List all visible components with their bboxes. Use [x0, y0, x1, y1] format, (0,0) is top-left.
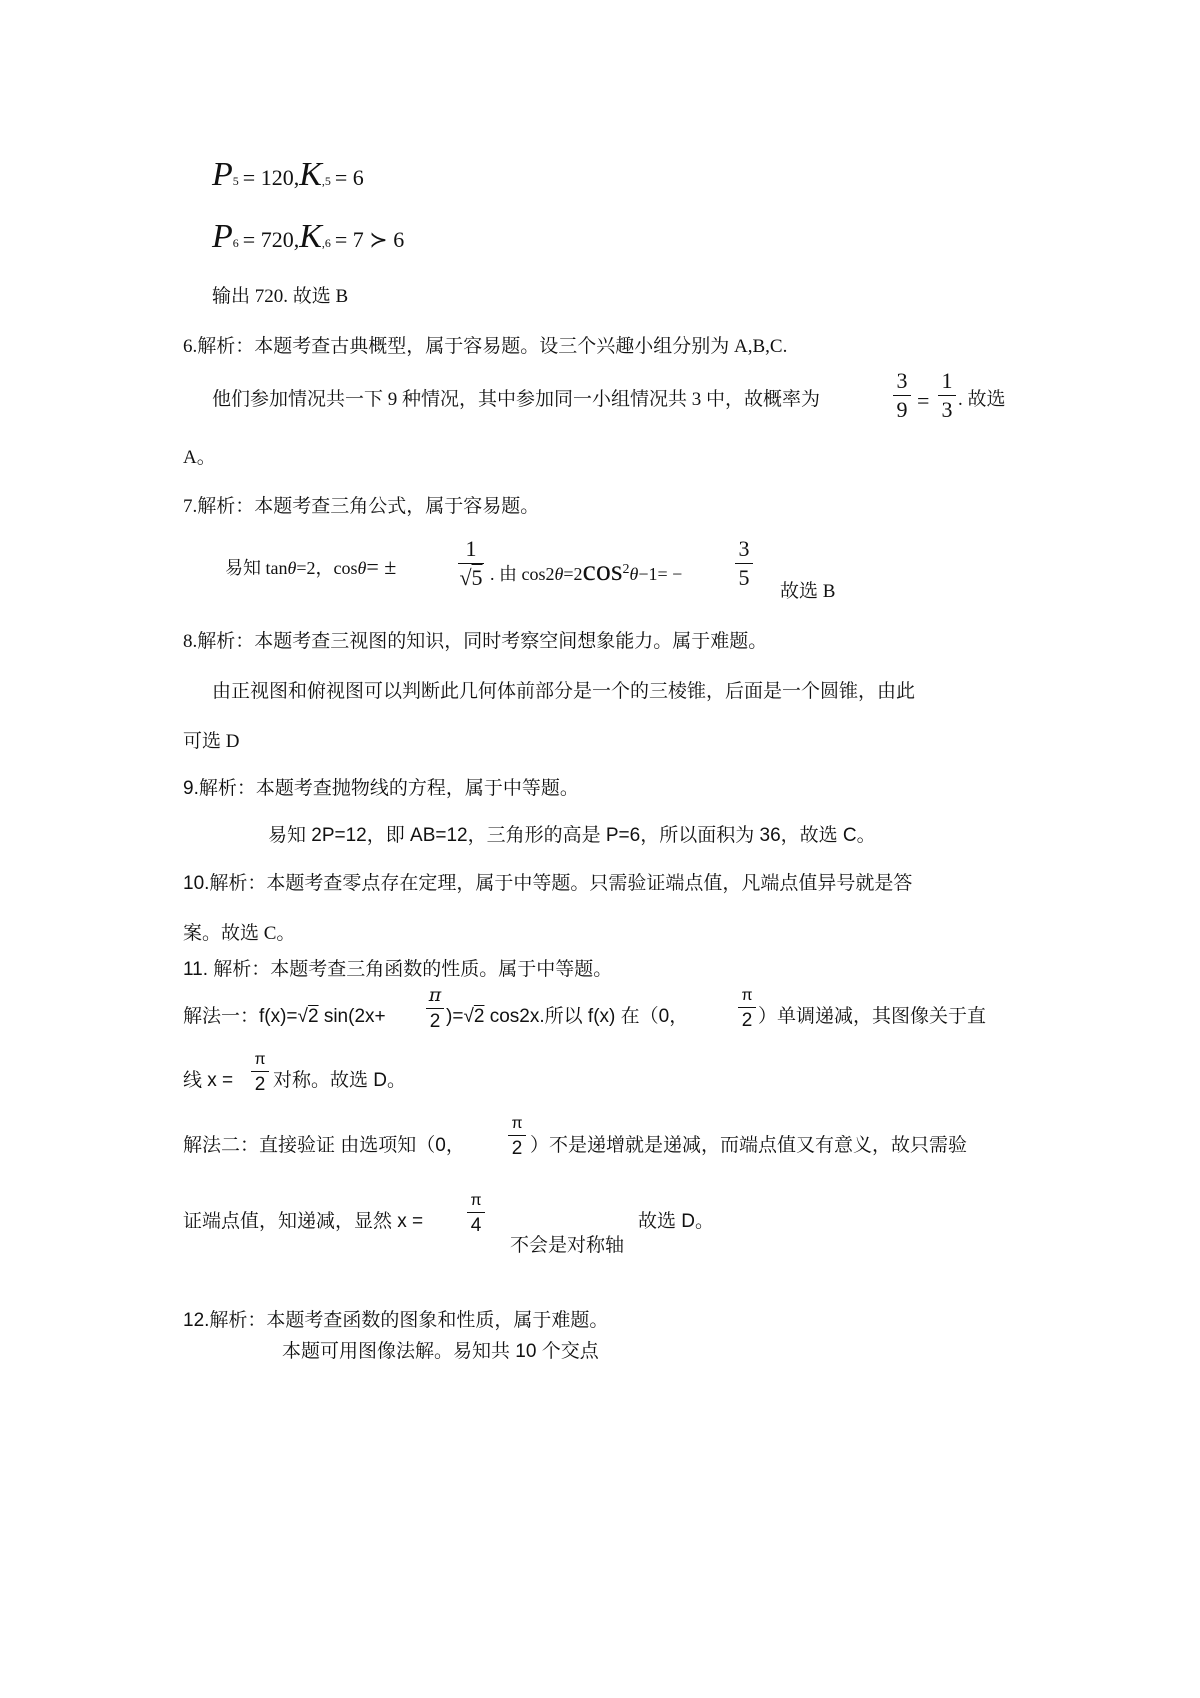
equals-sign: = [917, 388, 930, 413]
q11-fraction-pi-2d: π 2 [508, 1116, 526, 1158]
equation-part: = 720, [242, 227, 300, 252]
q11-method1-line1c: ）单调递减，其图像关于直 [758, 1006, 987, 1027]
q11-method2-line1b: ）不是递增就是递减，而端点值又有意义，故只需验 [530, 1135, 968, 1156]
q12-heading: 12.解析：本题考查函数的图象和性质，属于难题。 [183, 1310, 609, 1331]
q7-fraction-1-sqrt5: 1 √5 [459, 536, 483, 590]
q11-method1-line1b: )=√2 cos2x.所以 f(x) 在（0， [446, 1006, 689, 1027]
var-k: K [299, 156, 322, 193]
q11-method2-line1: 解法二：直接验证 由选项知（0， [183, 1135, 465, 1156]
q11-method1-line2: 线 x = [183, 1070, 234, 1091]
var-k: K [299, 218, 322, 255]
q11-heading: 11. 解析：本题考查三角函数的性质。属于中等题。 [183, 959, 613, 980]
q7-heading: 7.解析：本题考查三角公式，属于容易题。 [183, 496, 540, 517]
q7-answer: 故选 B [780, 581, 836, 602]
q11-note: 不会是对称轴 [510, 1235, 625, 1256]
q6-body: 他们参加情况共一下 9 种情况，其中参加同一小组情况共 3 中，故概率为 [212, 389, 821, 410]
q6-fraction-1-3: 1 3 [938, 370, 956, 421]
subscript: 6 [232, 236, 239, 250]
q11-fraction-pi-4: π 4 [467, 1193, 485, 1235]
q11-fraction-pi-2: π 2 [426, 986, 444, 1031]
q11-method2-line2: 证端点值，知递减，显然 x = [183, 1211, 424, 1232]
subscript: ,6 [321, 236, 331, 250]
subscript: 5 [232, 174, 239, 188]
formula-p5 [212, 156, 364, 194]
q6-tail: . 故选 [958, 389, 1006, 410]
equation-part: = 120, [242, 165, 300, 190]
q6-heading: 6.解析：本题考查古典概型，属于容易题。设三个兴趣小组分别为 A,B,C. [183, 336, 788, 357]
q7-formula-continued: . 由 $\cos 2\theta=2\cos^2\theta-1=$ − [490, 554, 683, 587]
equation-part: = 7 ≻ 6 [334, 227, 405, 252]
q6-continuation: A。 [183, 447, 216, 468]
q11-fraction-pi-2b: π 2 [738, 988, 756, 1030]
subscript: ,5 [321, 174, 331, 188]
q11-method1-line2b: 对称。故选 D。 [273, 1070, 407, 1091]
q7-fraction-3-5: 3 5 [735, 538, 753, 589]
q11-method1-line1: 解法一：f(x)=√2 sin(2x+ [183, 1006, 386, 1027]
q11-answer: 故选 D。 [638, 1211, 715, 1232]
q9-heading: 9.解析：本题考查抛物线的方程，属于中等题。 [183, 778, 579, 799]
q11-fraction-pi-2c: π 2 [251, 1052, 269, 1094]
q12-body: 本题可用图像法解。易知共 10 个交点 [282, 1341, 599, 1362]
q6-fraction-3-9: 3 9 [893, 370, 911, 421]
q8-continuation: 可选 D [183, 731, 240, 752]
equation-part: = 6 [334, 165, 364, 190]
q10-continuation: 案。故选 C。 [183, 923, 296, 944]
var-p: P [212, 156, 233, 193]
formula-p6 [212, 218, 404, 256]
output-line: 输出 720. 故选 B [212, 286, 349, 307]
q10-heading: 10.解析：本题考查零点存在定理，属于中等题。只需验证端点值，凡端点值异号就是答 [183, 873, 913, 894]
q8-heading: 8.解析：本题考查三视图的知识，同时考察空间想象能力。属于难题。 [183, 631, 768, 652]
q8-body: 由正视图和俯视图可以判断此几何体前部分是一个的三棱锥，后面是一个圆锥，由此 [212, 681, 916, 702]
var-p: P [212, 218, 233, 255]
q9-body: 易知 2P=12，即 AB=12，三角形的高是 P=6，所以面积为 36，故选 C。 [268, 825, 876, 846]
q7-formula: 易知 tanθ=2，cosθ= ± [225, 554, 397, 579]
